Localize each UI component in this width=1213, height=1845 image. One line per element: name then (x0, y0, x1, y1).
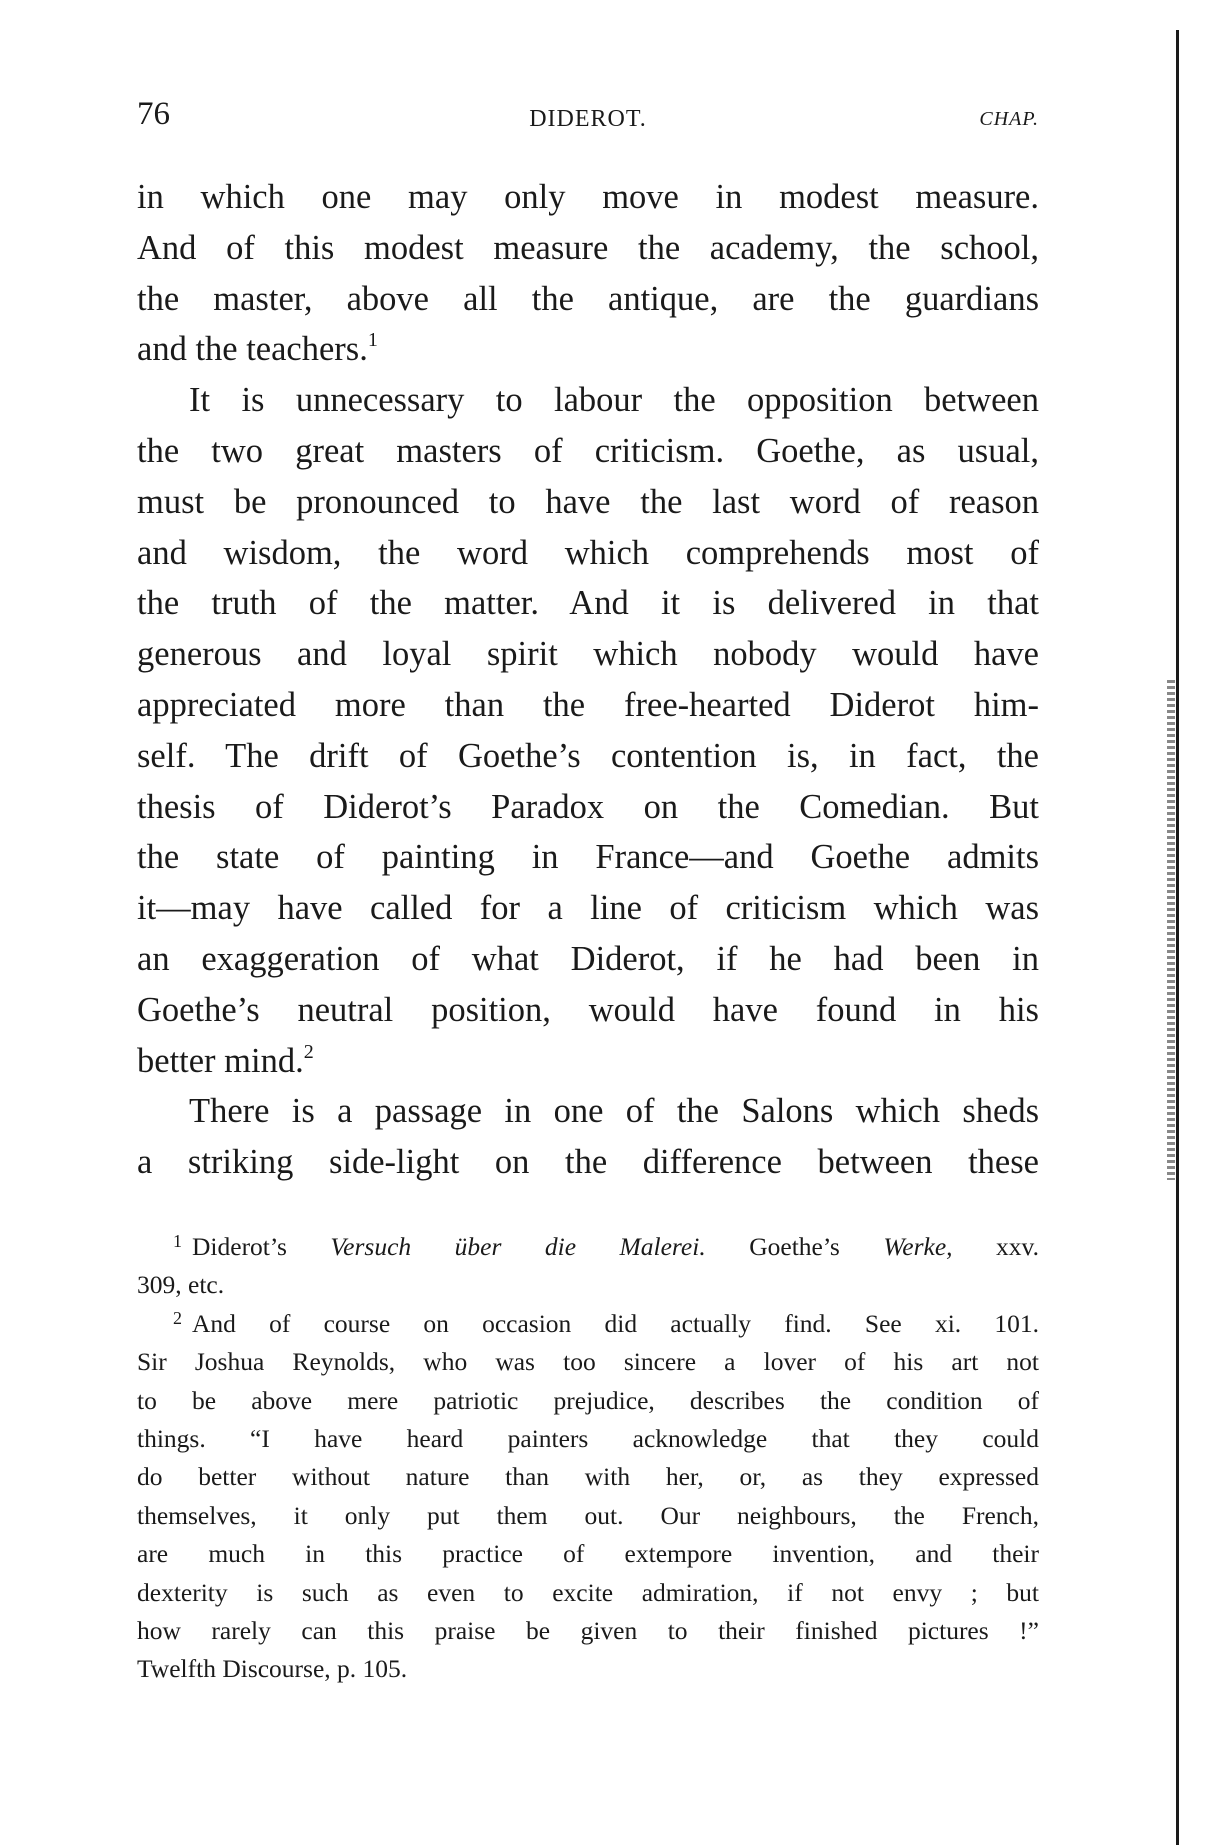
text-line: better mind. (137, 1041, 304, 1080)
footnote-line: how rarely can this praise be given to their finished pictures !” (137, 1616, 1039, 1646)
text-line-with-footnote (137, 324, 1039, 375)
text-line: must be pronounced to have the last word of reason (137, 482, 1039, 521)
running-title: DIDEROT. (529, 106, 647, 132)
footnote-reference: 2 (303, 1040, 314, 1063)
footnote-1-continuation: 309, etc. (137, 1270, 225, 1300)
footnote-line: to be above mere patriotic prejudice, describes the condition of (137, 1385, 1039, 1415)
text-line: the master, above all the antique, are the guardians (137, 279, 1039, 318)
footnotes (137, 1228, 1039, 1689)
text-line: it—may have called for a line of criticism which was (137, 889, 1039, 928)
footnote-text: Diderot’s (192, 1232, 331, 1261)
footnote-marker: 2 (173, 1307, 182, 1328)
text-line: the state of painting in France—and Goethe admits (137, 838, 1039, 877)
text-line-with-footnote (137, 1036, 1039, 1087)
footnote-text: xxv. (952, 1232, 1039, 1261)
footnote-text: And of course on occasion did actually find. See xi. 101. (192, 1308, 1039, 1338)
footnote-italic-title: Versuch über die Malerei. (330, 1232, 706, 1261)
main-text (137, 172, 1039, 1188)
page-number: 76 (137, 96, 170, 132)
footnote-1 (137, 1228, 1039, 1266)
footnote-line: are much in this practice of extempore invention, and their (137, 1539, 1039, 1569)
text-line: generous and loyal spirit which nobody would have (137, 635, 1039, 674)
running-header (137, 96, 1039, 136)
footnote-text: Goethe’s (705, 1232, 884, 1261)
text-line: an exaggeration of what Diderot, if he had been in (137, 939, 1039, 978)
footnote-line: Sir Joshua Reynolds, who was too sincere a lover of his art not (137, 1347, 1039, 1377)
text-line: the two great masters of criticism. Goethe, as usual, (137, 431, 1039, 470)
text-line: a striking side-light on the difference between these (137, 1143, 1039, 1182)
footnote-line: things. “I have heard painters acknowledge that they could (137, 1424, 1039, 1454)
text-line: Goethe’s neutral position, would have found in his (137, 990, 1039, 1029)
footnote-2 (137, 1305, 1039, 1343)
text-line: and wisdom, the word which comprehends most of (137, 533, 1039, 572)
text-line: And of this modest measure the academy, the school, (137, 228, 1039, 267)
footnote-line: themselves, it only put them out. Our neighbours, the French, (137, 1500, 1039, 1530)
binding-edge-shadow (1167, 680, 1175, 1180)
text-line: and the teachers. (137, 330, 368, 369)
footnote-line: dexterity is such as even to excite admiration, if not envy ; but (137, 1577, 1039, 1607)
footnote-line: do better without nature than with her, or, as they expressed (137, 1462, 1039, 1492)
footnote-reference: 1 (367, 329, 378, 352)
chapter-label: CHAP. (979, 108, 1039, 130)
footnote-marker: 1 (173, 1231, 182, 1251)
text-line: appreciated more than the free-hearted Diderot him- (137, 685, 1039, 724)
text-line: the truth of the matter. And it is delivered in that (137, 584, 1039, 623)
text-line: It is unnecessary to labour the opposition between (189, 381, 1039, 420)
footnote-italic-title: Werke, (883, 1232, 953, 1261)
page-edge-rule (1176, 30, 1179, 1845)
text-line: There is a passage in one of the Salons which sheds (189, 1092, 1039, 1131)
text-line: self. The drift of Goethe’s contention is, in fact, the (137, 736, 1039, 775)
footnote-line: Twelfth Discourse, p. 105. (137, 1654, 408, 1684)
text-line: in which one may only move in modest measure. (137, 178, 1039, 216)
text-line: thesis of Diderot’s Paradox on the Comedian. But (137, 787, 1039, 826)
